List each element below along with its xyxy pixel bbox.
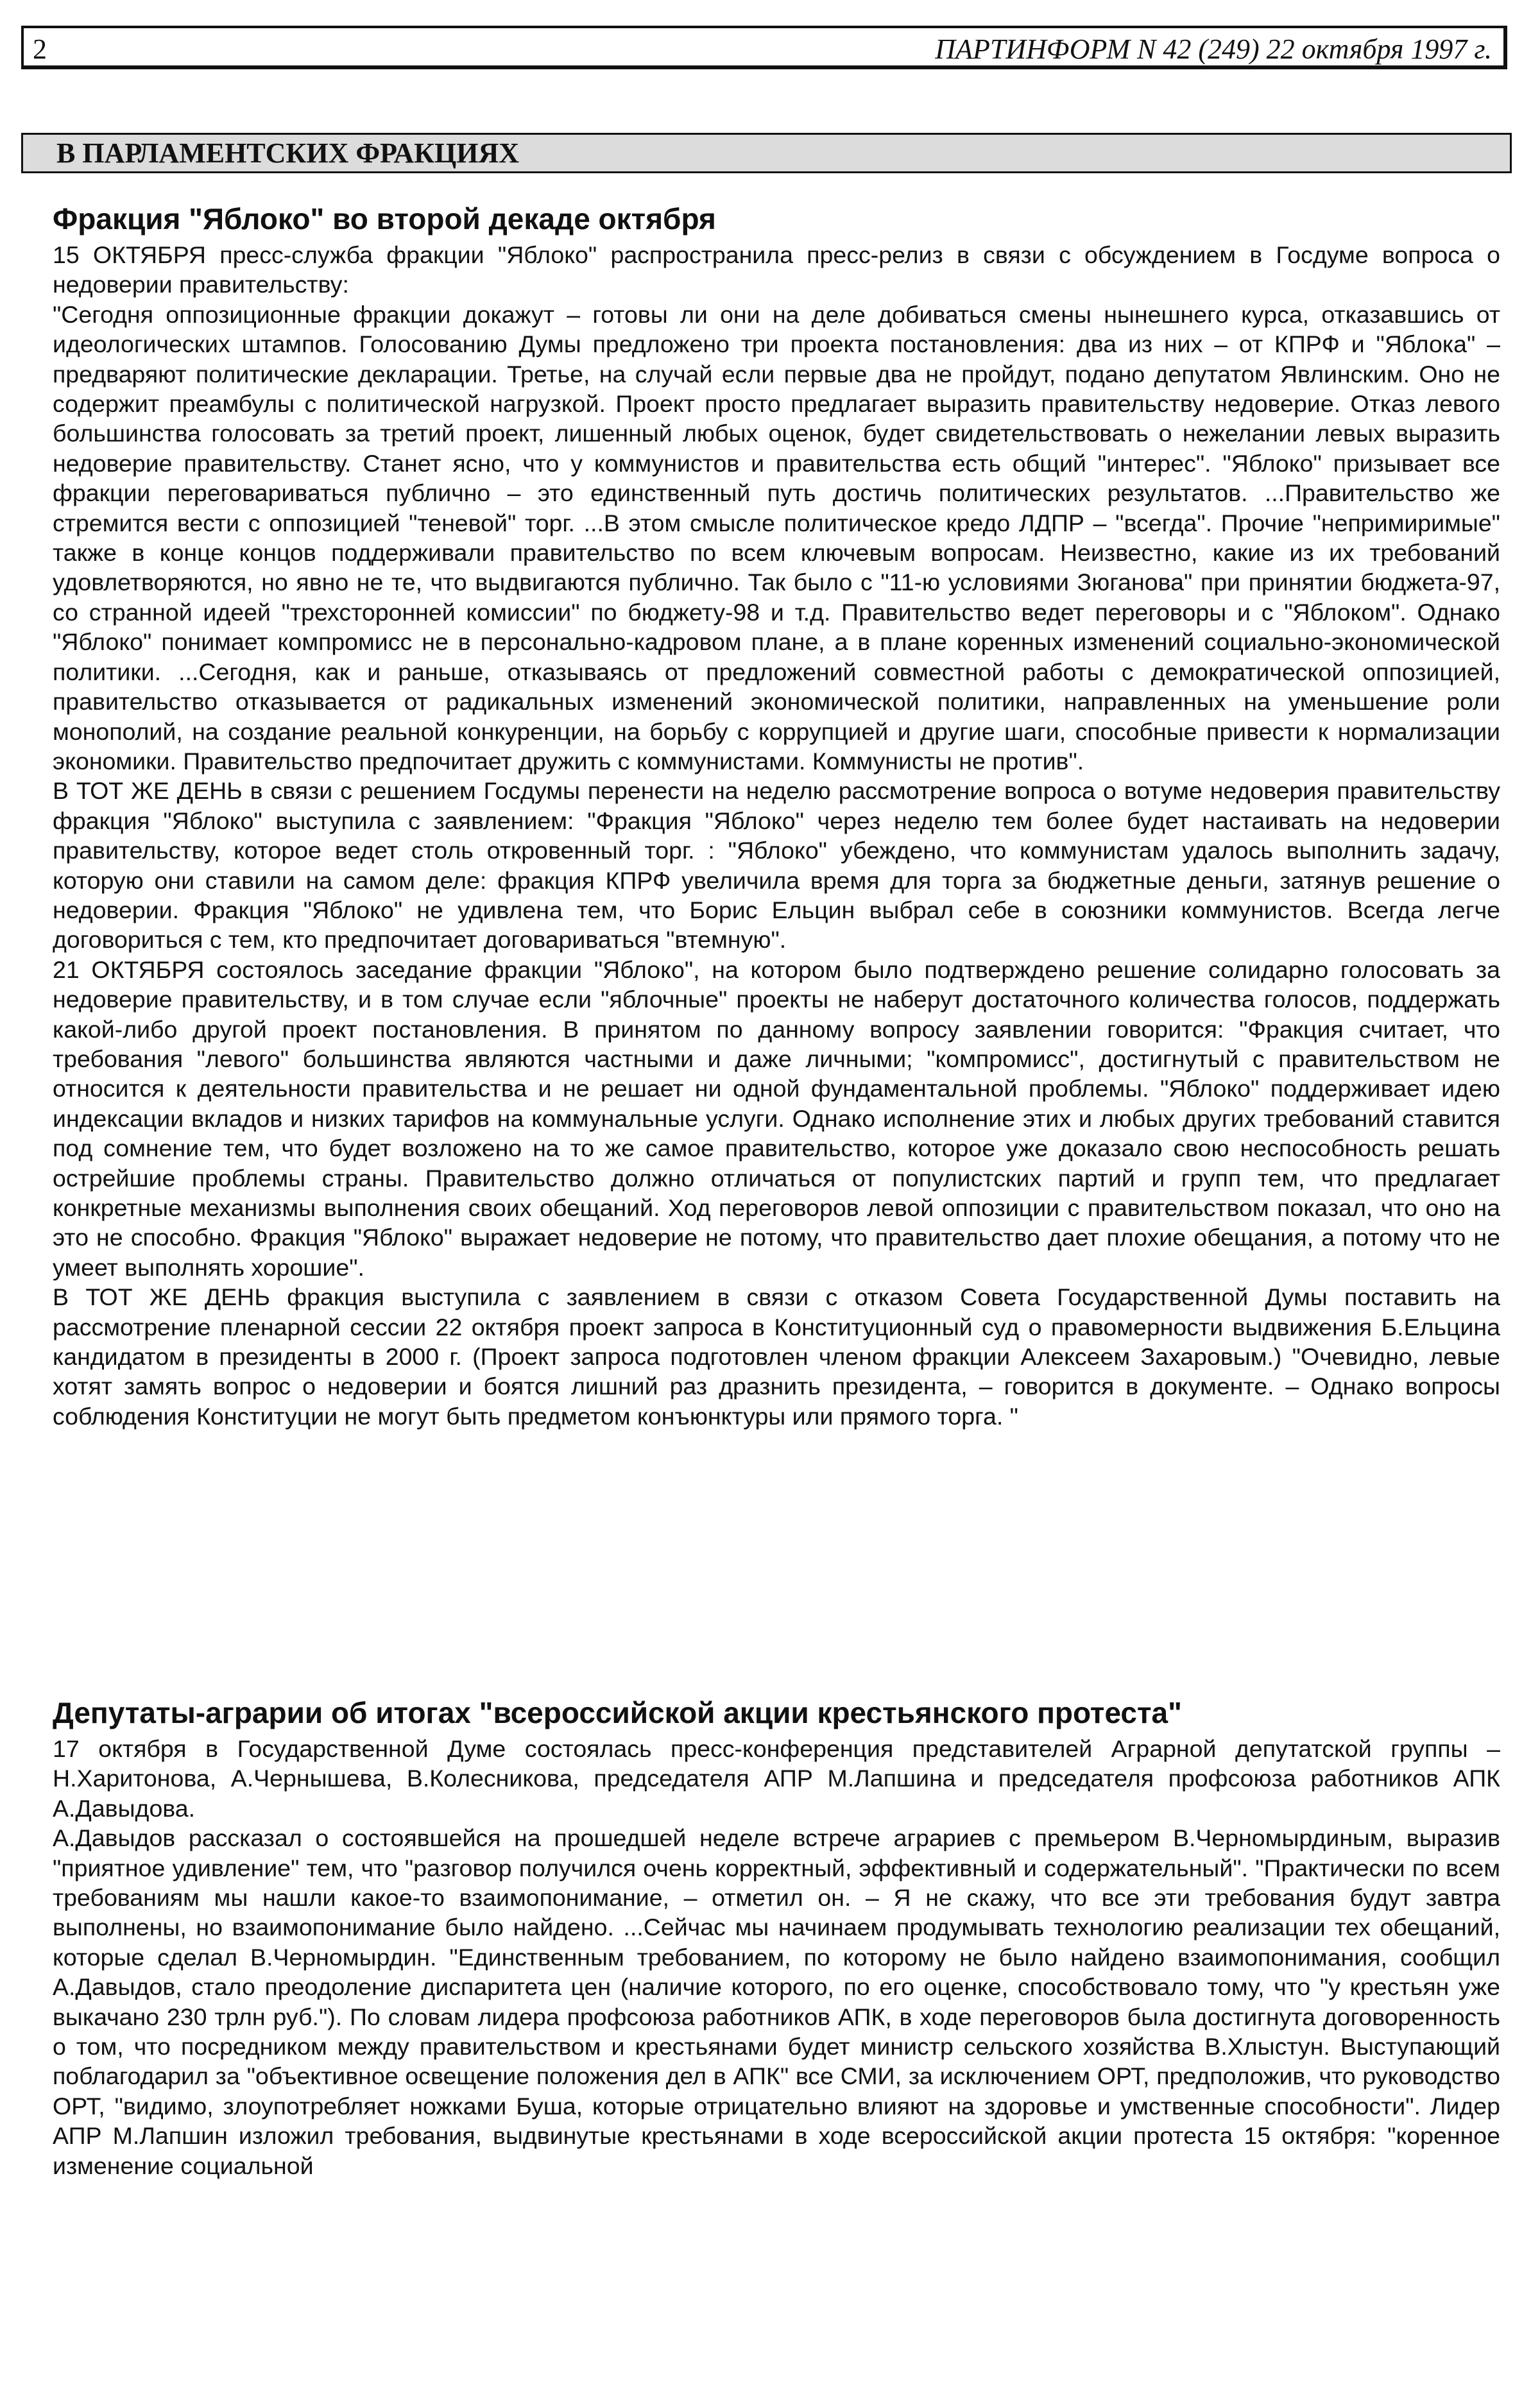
article-paragraph: 21 ОКТЯБРЯ состоялось заседание фракции "Яблоко", на котором было подтверждено решение солидарно голосовать за недоверие правительству, и в том случае если "яблочные" проекты не наберут достаточного количества голосов, поддержать какой-либо другой проект постановления. В принятом по данному вопросу заявлении говорится: "Фракция считает, что требования "левого" большинства являются частными и даже личными; "компромисс", достигнутый с правительством не относится к деятельности правительства и не решает ни одной фундаментальной проблемы. "Яблоко" поддерживает идею индексации вкладов и низких тарифов на коммунальные услуги. Однако исполнение этих и любых других требований ставится под сомнение тем, что будет возложено на то же самое правительство, которое уже доказало свою неспособность решать острейшие проблемы страны. Правительство должно отличаться от популистских партий и групп тем, что предлагает конкретные механизмы выполнения своих обещаний. Ход переговоров левой оппозиции с правительством показал, что оно на это не способно. Фракция "Яблоко" выражает недоверие не потому, что правительство дает плохие обещания, а потому что не умеет выполнять хорошие". [53, 955, 1500, 1281]
article-paragraph: 17 октября в Государственной Думе состоялась пресс-конференция представителей Аграрной депутатской группы – Н.Харитонова, А.Чернышева, В.Колесникова, председателя АПР М.Лапшина и председателя профсоюза работников АПК А.Давыдова. [53, 1735, 1500, 1822]
page-number: 2 [33, 33, 47, 65]
article-paragraph: "Сегодня оппозиционные фракции докажут – готовы ли они на деле добиваться смены нынешнего курса, отказавшись от идеологических штампов. Голосованию Думы предложено три проекта постановления: два из них – от КПРФ и "Яблока" – предваряют политические декларации. Третье, на случай если первые два не пройдут, подано депутатом Явлинским. Оно не содержит преамбулы с политической нагрузкой. Проект просто предлагает выразить правительству недоверие. Отказ левого большинства голосовать за третий проект, лишенный любых оценок, будет свидетельствовать о нежелании левых выразить недоверие правительству. Станет ясно, что у коммунистов и правительства есть общий "интерес". "Яблоко" призывает все фракции переговариваться публично – это единственный путь достичь политических результатов. ...Правительство же стремится вести с оппозицией "теневой" торг. ...В этом смысле политическое кредо ЛДПР – "всегда". Прочие "непримиримые" также в конце концов поддерживали правительство по всем ключевым вопросам. Неизвестно, какие из их требований удовлетворяются, но явно не те, что выдвигаются публично. Так было с "11-ю условиями Зюганова" при принятии бюджета-97, со странной идеей "трехсторонней комиссии" по бюджету-98 и т.д. Правительство ведет переговоры и с "Яблоком". Однако "Яблоко" понимает компромисс не в персонально-кадровом плане, а в плане коренных изменений социально-экономической политики. ...Сегодня, как и раньше, отказываясь от предложений совместной работы с демократической оппозицией, правительство отказывается от радикальных изменений экономической политики, направленных на уменьшение роли монополий, на создание реальной конкуренции, на борьбу с коррупцией и другие шаги, способные привести к нормализации экономики. Правительство предпочитает дружить с коммунистами. Коммунисты не против". [53, 300, 1500, 775]
section-title: В ПАРЛАМЕНТСКИХ ФРАКЦИЯХ [21, 133, 1512, 173]
article-agrarians [53, 1694, 1500, 2181]
article-paragraph: В ТОТ ЖЕ ДЕНЬ в связи с решением Госдумы перенести на неделю рассмотрение вопроса о вотуме недоверия правительству фракция "Яблоко" выступила с заявлением: "Фракция "Яблоко" через неделю тем более будет настаивать на недоверии правительству, которое ведет столь откровенный торг. : "Яблоко" убеждено, что коммунистам удалось выполнить задачу, которую они ставили на самом деле: фракция КПРФ увеличила время для торга за бюджетные деньги, затянув решение о недоверии. Фракция "Яблоко" не удивлена тем, что Борис Ельцин выбрал себе в союзники коммунистов. Всегда легче договориться с тем, кто предпочитает договариваться "втемную". [53, 777, 1500, 954]
article-paragraph: А.Давыдов рассказал о состоявшейся на прошедшей неделе встрече аграриев с премьером В.Черномырдиным, выразив "приятное удивление" тем, что "разговор получился очень корректный, эффективный и содержательный". "Практически по всем требованиям мы нашли какое-то взаимопонимание, – отметил он. – Я не скажу, что все эти требования будут завтра выполнены, но взаимопонимание было найдено. ...Сейчас мы начинаем продумывать технологию реализации тех обещаний, которые сделал В.Черномырдин. "Единственным требованием, по которому не было найдено взаимопонимания, сообщил А.Давыдов, стало преодоление диспаритета цен (наличие которого, по его оценке, способствовало тому, что "у крестьян уже выкачано 230 трлн руб."). По словам лидера профсоюза работников АПК, в ходе переговоров была достигнута договоренность о том, что посредником между правительством и крестьянами будет министр сельского хозяйства В.Хлыстун. Выступающий поблагодарил за "объективное освещение положения дел в АПК" все СМИ, за исключением ОРТ, предположив, что руководство ОРТ, "видимо, злоупотребляет ножками Буша, которые отрицательно влияют на здоровье и умственные способности". Лидер АПР М.Лапшин изложил требования, выдвинутые крестьянами в ходе всероссийской акции протеста 15 октября: "коренное изменение социальной [53, 1824, 1500, 2179]
article-title: Депутаты-аграрии об итогах "всероссийской акции крестьянского протеста" [53, 1696, 1182, 1729]
article-yabloko [53, 200, 1500, 1431]
article-paragraph: В ТОТ ЖЕ ДЕНЬ фракция выступила с заявлением в связи с отказом Совета Государственной Думы поставить на рассмотрение пленарной сессии 22 октября проект запроса в Конституционный суд о правомерности выдвижения Б.Ельцина кандидатом в президенты в 2000 г. (Проект запроса подготовлен членом фракции Алексеем Захаровым.) "Очевидно, левые хотят замять вопрос о недоверии и боятся лишний раз дразнить президента, – говорится в документе. – Однако вопросы соблюдения Конституции не могут быть предметом конъюнктуры или прямого торга. " [53, 1283, 1500, 1430]
article-title: Фракция "Яблоко" во второй декаде октября [53, 202, 716, 236]
issue-info: ПАРТИНФОРМ N 42 (249) 22 октября 1997 г. [935, 33, 1492, 65]
page-header [21, 26, 1507, 69]
article-paragraph: 15 ОКТЯБРЯ пресс-служба фракции "Яблоко" распространила пресс-релиз в связи с обсуждением в Госдуме вопроса о недоверии правительству: [53, 241, 1500, 298]
